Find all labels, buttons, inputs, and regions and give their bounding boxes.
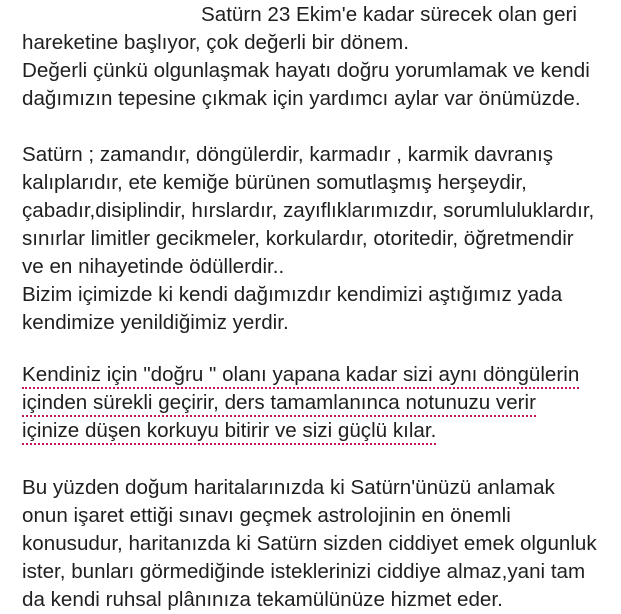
text-line: onun işaret ettiği sınavı geçmek astrolojinin en önemli bbox=[22, 504, 511, 527]
text-span: içinize düşen korkuyu bitirir ve sizi güçlü kılar. bbox=[22, 419, 436, 445]
text-line: da kendi ruhsal plânınıza tekamülünüze hizmet eder. bbox=[22, 588, 503, 611]
text-span: Kendiniz için "doğru " olanı yapana kadar sizi aynı döngülerin bbox=[22, 363, 579, 389]
text-line: Bu yüzden doğum haritalarınızda ki Satürn'ünüzü anlamak bbox=[22, 476, 555, 499]
text-line: Değerli çünkü olgunlaşmak hayatı doğru yorumlamak ve kendi bbox=[22, 59, 590, 82]
text-line: Satürn 23 Ekim'e kadar sürecek olan geri bbox=[201, 3, 577, 26]
text-line: kalıplarıdır, ete kemiğe bürünen somutlaşmış herşeydir, bbox=[22, 171, 527, 194]
text-line: ister, bunları görmediğinde isteklerinizi ciddiye almaz,yani tam bbox=[22, 560, 586, 583]
text-line: dağımızın tepesine çıkmak için yardımcı aylar var önümüzde. bbox=[22, 87, 581, 110]
underlined-text-line bbox=[22, 390, 536, 416]
text-line: ve en nihayetinde ödüllerdir.. bbox=[22, 255, 285, 278]
text-line: çabadır,disiplindir, hırslardır, zayıflıklarımızdır, sorumluluklardır, bbox=[22, 199, 595, 222]
text-line: sınırlar limitler gecikmeler, korkulardır, otoritedir, öğretmendir bbox=[22, 227, 574, 250]
text-line: Satürn ; zamandır, döngülerdir, karmadır , karmik davranış bbox=[22, 143, 554, 166]
underlined-text-line bbox=[22, 362, 579, 388]
text-line: Bizim içimizde ki kendi dağımızdır kendimizi aştığımız yada bbox=[22, 283, 563, 306]
text-line: kendimize yenildiğimiz yerdir. bbox=[22, 311, 289, 334]
text-line: hareketine başlıyor, çok değerli bir dönem. bbox=[22, 31, 409, 54]
text-span: içinden sürekli geçirir, ders tamamlanınca notunuzu verir bbox=[22, 391, 536, 417]
text-line: konusudur, haritanızda ki Satürn sizden ciddiyet emek olgunluk bbox=[22, 532, 597, 555]
underlined-text-line bbox=[22, 418, 436, 444]
